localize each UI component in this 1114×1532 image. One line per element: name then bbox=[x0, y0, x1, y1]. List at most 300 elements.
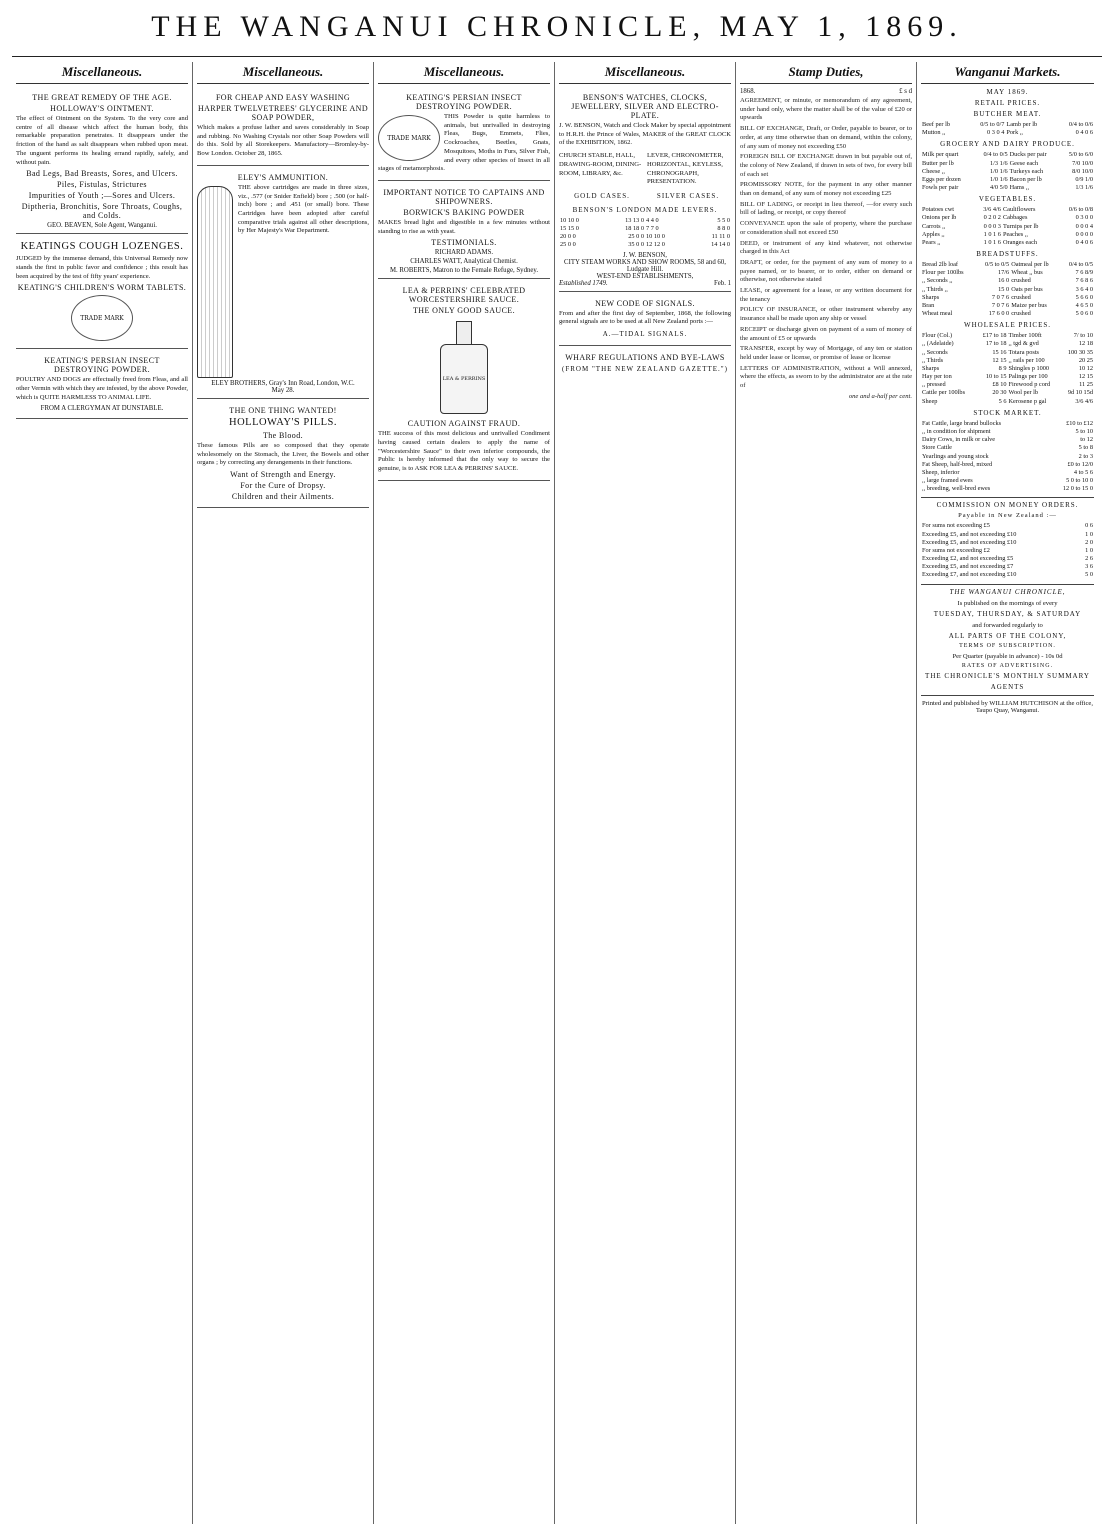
table-cell: Hay per ton bbox=[922, 373, 952, 381]
sauce-bottle-illustration bbox=[436, 321, 492, 413]
table-cell: Wool per lb bbox=[1008, 389, 1039, 397]
table-cell: 7 0 7 6 bbox=[991, 293, 1010, 301]
table-cell: For sums not exceeding £5 bbox=[922, 522, 990, 530]
table-row bbox=[921, 129, 1094, 137]
table-cell: 5 0 bbox=[1085, 571, 1093, 579]
table-cell: ,, Seconds bbox=[922, 348, 948, 356]
table-cell: 0 6 bbox=[1085, 522, 1093, 530]
table-cell: £10 to £12 bbox=[1066, 419, 1093, 427]
silver-cases-heading: SILVER CASES. bbox=[656, 191, 720, 200]
table-row bbox=[921, 277, 1094, 285]
butcher-heading: BUTCHER MEAT. bbox=[973, 110, 1042, 118]
table-cell: Wheat meal bbox=[922, 310, 953, 318]
ad-title: KEATINGS COUGH LOZENGES. bbox=[20, 241, 184, 253]
ad-signature: J. W. BENSON, bbox=[622, 251, 667, 259]
table-cell: 13 13 0 bbox=[625, 216, 644, 224]
ad-heading: CAUTION AGAINST FRAUD. bbox=[407, 419, 521, 429]
table-cell: to 12 bbox=[1080, 436, 1093, 444]
table-cell: Pork ,, bbox=[1006, 129, 1023, 137]
table-cell: Beef per lb bbox=[922, 121, 950, 128]
table-cell: 20 25 bbox=[1078, 356, 1093, 364]
ad-body: These famous Pills are so composed that they operate wholesomely on the Stomach, the Liver, the Bowels and other organs ; by correcting any derangements in their functions. bbox=[197, 441, 369, 467]
table-cell: 16 0 bbox=[998, 277, 1010, 285]
masthead-rule bbox=[12, 56, 1102, 57]
table-cell: Maize per bus bbox=[1011, 301, 1047, 309]
breadstuffs-prices-table bbox=[921, 261, 1094, 318]
table-cell: Sheep bbox=[922, 397, 938, 405]
table-row bbox=[921, 389, 1094, 397]
table-cell: 1/3 1/6 bbox=[989, 159, 1008, 167]
ad-heading: Diptheria, Bronchitis, Sore Throats, Coughs, and Colds. bbox=[21, 202, 183, 221]
table-cell: ,, in condition for shipment bbox=[922, 427, 991, 435]
lea-perrins-ad bbox=[378, 281, 550, 481]
table-cell: crushed bbox=[1011, 293, 1031, 301]
wharf-regulations-notice bbox=[559, 348, 731, 380]
table-cell: Oatmeal per lb bbox=[1011, 261, 1049, 269]
table-cell: 5/0 to 6/0 bbox=[1068, 151, 1093, 159]
table-cell: Yearlings and young stock bbox=[922, 452, 989, 460]
ad-date: Feb. 1 bbox=[714, 279, 731, 287]
table-row bbox=[921, 522, 1094, 530]
table-cell: 7 7 0 bbox=[646, 225, 659, 233]
market-date: MAY 1869. bbox=[986, 88, 1029, 96]
table-cell: Butter per lb bbox=[922, 159, 954, 167]
watch-types-list: LEVER, CHRONOMETER, HORIZONTAL, KEYLESS, CHRONOGRAPH, PRESENTATION. bbox=[647, 152, 724, 186]
table-cell: 4 6 5 0 bbox=[1075, 301, 1093, 309]
duty-receipt: RECEIPT or discharge given on payment of a sum of money of the amount of £5 or upwards bbox=[740, 325, 912, 342]
table-cell: 12 12 0 bbox=[646, 241, 665, 249]
table-cell: 1 0 1 6 bbox=[983, 230, 1001, 238]
table-cell: 0 0 0 3 bbox=[983, 222, 1001, 230]
summary-heading: THE CHRONICLE'S MONTHLY SUMMARY bbox=[925, 671, 1090, 680]
table-cell: 2 to 3 bbox=[1078, 452, 1093, 460]
commission-heading: COMMISSION ON MONEY ORDERS. bbox=[936, 501, 1079, 510]
table-cell: 4 to 5 6 bbox=[1073, 468, 1093, 476]
ad-title: KEATING'S PERSIAN INSECT DESTROYING POWDER. bbox=[44, 356, 160, 375]
table-row bbox=[921, 332, 1094, 340]
table-cell: 0 4 0 6 bbox=[1075, 238, 1093, 246]
ad-body: The effect of Ointment on the System. To the very core and centre of all disease which affect the human body, this remarkable preparation penetrates. It disappears under the friction of the hand as salt disappears when rubbed upon meat. The unguent performs its healing errand rapidly, safely, and without pain. bbox=[16, 115, 188, 166]
table-row bbox=[921, 214, 1094, 222]
table-row bbox=[921, 420, 1094, 428]
section-divider bbox=[921, 584, 1094, 585]
table-cell: crushed bbox=[1011, 277, 1031, 285]
table-cell: 5 to 10 bbox=[1075, 427, 1093, 435]
eley-ammunition-ad bbox=[197, 168, 369, 399]
ad-subtitle: KEATING'S CHILDREN'S WORM TABLETS. bbox=[17, 283, 187, 293]
table-row bbox=[921, 121, 1094, 129]
table-cell: £17 to 18 bbox=[982, 332, 1007, 340]
ad-subtitle: (FROM "THE NEW ZEALAND GAZETTE.") bbox=[562, 365, 728, 374]
table-row bbox=[921, 539, 1094, 547]
table-row bbox=[921, 184, 1094, 192]
table-cell: Exceeding £7, and not exceeding £10 bbox=[922, 571, 1017, 579]
table-cell: 7 0 7 6 bbox=[991, 301, 1010, 309]
cartridge-illustration bbox=[197, 186, 233, 378]
ad-signature: ELEY BROTHERS, Gray's Inn Road, London, W.C. bbox=[211, 379, 355, 387]
ad-heading: TESTIMONIALS. bbox=[431, 238, 497, 248]
harper-soap-powder-ad bbox=[197, 88, 369, 166]
table-row bbox=[921, 571, 1094, 579]
ad-heading: A.—TIDAL SIGNALS. bbox=[602, 330, 688, 339]
stock-market-heading: STOCK MARKET. bbox=[973, 408, 1042, 417]
table-cell: 0 0 0 0 bbox=[1075, 230, 1093, 238]
duty-rate: one and a-half per cent. bbox=[848, 392, 912, 400]
ad-date: May 28. bbox=[271, 386, 295, 394]
table-cell: Firewood p cord bbox=[1008, 381, 1051, 389]
table-row bbox=[921, 373, 1094, 381]
duty-agreement: AGREEMENT, or minute, or memorandum of any agreement, under hand only, where the matter shall be of the value of £20 or upwards bbox=[740, 97, 912, 122]
table-cell: Cheese ,, bbox=[922, 167, 945, 175]
duty-transfer: TRANSFER, except by way of Mortgage, of any ten or station held under lease or license, or promise of lease or license bbox=[740, 345, 912, 361]
table-cell: 15 16 bbox=[992, 348, 1007, 356]
table-row bbox=[921, 349, 1094, 357]
table-cell: Pears ,, bbox=[922, 238, 941, 246]
table-cell: 0/6 to 0/8 bbox=[1068, 206, 1093, 214]
table-cell: Carrots ,, bbox=[922, 222, 946, 230]
ad-signature: RICHARD ADAMS. bbox=[434, 249, 494, 257]
table-row bbox=[921, 555, 1094, 563]
ad-subtitle: HOLLOWAY'S OINTMENT. bbox=[50, 104, 154, 113]
duty-letters-administration: LETTERS OF ADMINISTRATION, without a Will annexed, where the effects, as sworn to by the administrator are at the rate of bbox=[740, 364, 912, 390]
table-cell: Turnips per lb bbox=[1002, 222, 1039, 230]
ad-subtitle: THE ONLY GOOD SAUCE. bbox=[412, 306, 515, 316]
table-row bbox=[921, 357, 1094, 365]
chronicle-heading: THE WANGANUI CHRONICLE, bbox=[949, 587, 1066, 596]
signals-notice bbox=[559, 294, 731, 346]
table-row bbox=[921, 223, 1094, 231]
table-cell: 0/5 to 0/7 bbox=[980, 121, 1005, 128]
ad-body: THE success of this most delicious and unrivalled Condiment having caused certain dealers to apply the name of "Worcestershire Sauce" to their own inferior compounds, the Public is hereby informed that the only way to secure the genuine, is to ASK FOR LEA & PERRINS' SAUCE. bbox=[378, 430, 550, 473]
table-cell: Cabbages bbox=[1002, 214, 1028, 222]
table-cell: 10 10 0 bbox=[646, 233, 665, 241]
ad-heading: The Blood. bbox=[263, 430, 303, 440]
ad-heading: For the Cure of Dropsy. bbox=[240, 480, 326, 490]
ad-signature: FROM A CLERGYMAN AT DUNSTABLE. bbox=[40, 404, 164, 412]
bottle-neck bbox=[456, 321, 472, 344]
table-cell: 20 0 0 bbox=[560, 233, 576, 241]
table-cell: 0 0 0 4 bbox=[1075, 222, 1093, 230]
ad-heading: Want of Strength and Energy. bbox=[230, 469, 336, 479]
ad-title: NEW CODE OF SIGNALS. bbox=[595, 298, 695, 308]
table-row bbox=[921, 477, 1094, 485]
duty-insurance: POLICY OF INSURANCE, or other instrument whereby any insurance shall be made upon any ship or vessel bbox=[740, 306, 912, 323]
table-cell: Exceeding £5, and not exceeding £10 bbox=[922, 538, 1017, 546]
table-cell: Exceeding £5, and not exceeding £7 bbox=[922, 563, 1014, 571]
table-row bbox=[921, 436, 1094, 444]
table-row bbox=[921, 444, 1094, 452]
table-cell: Flour (Col.) bbox=[922, 332, 953, 340]
ad-title: IMPORTANT NOTICE TO CAPTAINS AND SHIPOWNERS. bbox=[383, 187, 545, 206]
table-cell: 1 0 bbox=[1085, 530, 1093, 538]
column-3 bbox=[374, 62, 555, 1524]
table-cell: 0/4 to 0/5 bbox=[1068, 261, 1093, 269]
table-row bbox=[921, 547, 1094, 555]
table-cell: 17 to 18 bbox=[985, 340, 1007, 348]
ad-heading: Bad Legs, Bad Breasts, Sores, and Ulcers. bbox=[26, 169, 178, 179]
established-year: Established 1749. bbox=[559, 279, 608, 287]
table-row bbox=[921, 461, 1094, 469]
table-cell: 10 12 bbox=[1078, 364, 1093, 372]
ad-signature: M. ROBERTS, Matron to the Female Refuge, Sydney. bbox=[389, 267, 539, 275]
holloway-pills-ad bbox=[197, 401, 369, 508]
table-cell: 1 0 bbox=[1085, 546, 1093, 554]
table-cell: Totara posts bbox=[1008, 348, 1040, 356]
dairy-prices-table bbox=[921, 151, 1094, 192]
table-cell: 10 10 0 bbox=[560, 216, 579, 224]
ad-title: THE GREAT REMEDY OF THE AGE. bbox=[32, 93, 172, 102]
duty-bill-of-exchange: BILL OF EXCHANGE, Draft, or Order, payable to bearer, or to order, at any time otherwise than on demand, within the colony, of any sum of money not exceeding £50 bbox=[740, 125, 912, 150]
table-cell: 8 9 bbox=[998, 364, 1007, 372]
table-row bbox=[921, 302, 1094, 310]
table-row bbox=[921, 340, 1094, 348]
column-heading: Miscellaneous. bbox=[197, 62, 369, 84]
table-cell: 35 0 0 bbox=[628, 241, 644, 249]
benson-watches-ad bbox=[559, 88, 731, 292]
terms-heading: TERMS OF SUBSCRIPTION. bbox=[959, 642, 1056, 649]
column-heading: Stamp Duties, bbox=[740, 62, 912, 84]
table-cell: 1/0 1/6 bbox=[989, 175, 1008, 183]
table-cell: 5 6 bbox=[998, 397, 1007, 405]
table-cell: Cauliflowers bbox=[1002, 206, 1036, 214]
table-cell: 12 0 to 15 0 bbox=[1062, 485, 1093, 493]
table-cell: 1/0 1/6 bbox=[989, 167, 1008, 175]
section-divider bbox=[921, 695, 1094, 696]
case-headings bbox=[559, 189, 731, 203]
clock-types-list: CHURCH STABLE, HALL, DRAWING-ROOM, DINING-ROOM, LIBRARY, &c. bbox=[559, 152, 642, 177]
table-cell: Onions per lb bbox=[922, 214, 957, 222]
duty-conveyance: CONVEYANCE upon the sale of property, where the purchase or consideration shall not exceed £50 bbox=[740, 220, 912, 236]
table-cell: 20 30 bbox=[992, 389, 1007, 397]
watch-types bbox=[559, 150, 731, 189]
column-5 bbox=[736, 62, 917, 1524]
newspaper-title: THE WANGANUI CHRONICLE, MAY 1, 1869. bbox=[151, 10, 963, 43]
table-cell: ,, pressed bbox=[922, 381, 946, 389]
table-cell: Apples ,, bbox=[922, 230, 945, 238]
chronicle-text: and forwarded regularly to bbox=[972, 621, 1043, 629]
vegetable-prices-table bbox=[921, 206, 1094, 247]
wholesale-prices-table bbox=[921, 332, 1094, 406]
table-row bbox=[921, 563, 1094, 571]
table-cell: Lamb per lb bbox=[1006, 121, 1038, 128]
table-cell: Exceeding £2, and not exceeding £5 bbox=[922, 555, 1014, 563]
vegetables-heading: VEGETABLES. bbox=[978, 195, 1037, 204]
table-cell: 7 6 8 6 bbox=[1075, 277, 1093, 285]
table-cell: 3/6 4/6 bbox=[1075, 397, 1093, 405]
currency-columns: £ s d bbox=[899, 88, 912, 95]
table-row bbox=[921, 239, 1094, 247]
table-cell: ,, rails per 100 bbox=[1008, 356, 1045, 364]
table-row bbox=[921, 453, 1094, 461]
column-heading: Miscellaneous. bbox=[378, 62, 550, 84]
table-cell: 5 to 8 bbox=[1078, 444, 1093, 452]
table-cell: 17/6 bbox=[997, 269, 1010, 277]
duty-bill-of-lading: BILL OF LADING, or receipt in lieu thereof, —for every such bill of lading, or receipt, or copy thereof bbox=[740, 200, 912, 217]
table-cell: 10 to 15 bbox=[985, 373, 1007, 381]
table-cell: 1 0 1 6 bbox=[983, 238, 1001, 246]
table-row bbox=[921, 398, 1094, 406]
agents-heading: AGENTS bbox=[990, 682, 1025, 691]
table-cell: 4 4 0 bbox=[646, 216, 659, 224]
printer-imprint: Printed and published by WILLIAM HUTCHISON at the office, Taupo Quay, Wanganui. bbox=[922, 699, 1093, 714]
ad-subtitle: BORWICK'S BAKING POWDER bbox=[403, 207, 525, 217]
table-cell: ,, breeding, well-bred ewes bbox=[922, 485, 991, 493]
ad-heading: Impurities of Youth ;—Sores and Ulcers. bbox=[28, 191, 176, 201]
table-cell: Flour per 100lbs bbox=[922, 269, 964, 277]
table-cell: Wheat ,, bus bbox=[1011, 269, 1043, 277]
per-quarter-rate: Per Quarter (payable in advance) - 10s 0d bbox=[952, 652, 1063, 660]
keatings-lozenges-ad bbox=[16, 236, 188, 349]
table-row bbox=[921, 381, 1094, 389]
table-row bbox=[921, 294, 1094, 302]
table-row bbox=[559, 241, 731, 249]
table-cell: Store Cattle bbox=[922, 444, 952, 452]
table-cell: 0 3 0 4 bbox=[987, 129, 1005, 137]
table-cell: 0 4 0 6 bbox=[1075, 129, 1093, 137]
column-heading: Miscellaneous. bbox=[16, 62, 188, 84]
table-cell: 4/0 5/0 bbox=[989, 184, 1008, 192]
ad-body: J. W. BENSON, Watch and Clock Maker by special appointment to H.R.H. the Prince of Wales, MAKER of the GREAT CLOCK of the EXHIBITION, 1862. bbox=[559, 122, 731, 147]
table-row bbox=[921, 428, 1094, 436]
bottle-label: LEA & PERRINS bbox=[440, 344, 488, 414]
table-cell: 25 0 0 bbox=[628, 233, 644, 241]
table-cell: Timber 100ft bbox=[1008, 332, 1042, 340]
butcher-prices-table bbox=[921, 121, 1094, 137]
ad-address: CITY STEAM WORKS AND SHOW ROOMS, 58 and 60, Ludgate Hill. bbox=[564, 258, 726, 273]
ad-subtitle: HARPER TWELVETREES' GLYCERINE AND SOAP POWDER, bbox=[197, 104, 369, 122]
table-cell: Bacon per lb bbox=[1009, 175, 1042, 183]
holloway-ointment-ad bbox=[16, 88, 188, 234]
table-cell: 2 0 bbox=[1085, 538, 1093, 546]
table-cell: 17 6 0 0 bbox=[988, 310, 1010, 318]
duty-lease: LEASE, or agreement for a lease, or any written document for the tenancy bbox=[740, 287, 912, 303]
table-cell: 7/ to 10 bbox=[1073, 332, 1093, 340]
table-cell: Geese each bbox=[1009, 159, 1039, 167]
table-cell: Sheep, inferior bbox=[922, 468, 960, 476]
table-cell: 5 0 to 10 0 bbox=[1066, 477, 1093, 485]
ad-title: KEATING'S PERSIAN INSECT DESTROYING POWDER. bbox=[406, 93, 522, 111]
ad-body: MAKES bread light and digestible in a few minutes without standing to rise as with yeast. bbox=[378, 218, 550, 235]
table-row bbox=[921, 151, 1094, 159]
column-heading: Miscellaneous. bbox=[559, 62, 731, 84]
keatings-powder-ad bbox=[16, 351, 188, 418]
table-cell: 8/0 10/0 bbox=[1072, 167, 1093, 175]
keatings-insect-powder-ad bbox=[378, 88, 550, 181]
column-1 bbox=[12, 62, 193, 1524]
table-cell: For sums not exceeding £2 bbox=[922, 546, 990, 554]
table-cell: ,, Thirds bbox=[922, 356, 944, 364]
table-cell: 15 15 0 bbox=[560, 225, 579, 233]
table-cell: Oats per bus bbox=[1011, 285, 1043, 293]
table-row bbox=[921, 286, 1094, 294]
ad-body: POULTRY AND DOGS are effectually freed from Fleas, and all other Vermin with which they are infested, by the above Powder, which is QUITE HARMLESS TO ANIMAL LIFE. bbox=[16, 376, 188, 401]
stock-market-table bbox=[921, 420, 1094, 494]
table-cell: Ducks per pair bbox=[1009, 151, 1047, 159]
ad-title: BENSON'S WATCHES, CLOCKS, JEWELLERY, SILVER AND ELECTRO-PLATE. bbox=[571, 93, 719, 120]
table-cell: 5 5 0 bbox=[717, 216, 730, 224]
table-row bbox=[921, 485, 1094, 493]
table-cell: 0 2 0 2 bbox=[983, 214, 1001, 222]
column-2 bbox=[193, 62, 374, 1524]
column-4 bbox=[555, 62, 736, 1524]
west-end-heading: WEST-END ESTABLISHMENTS, bbox=[596, 272, 694, 280]
ad-title: THE ONE THING WANTED! bbox=[229, 405, 337, 415]
table-row bbox=[921, 261, 1094, 269]
table-cell: Shingles p 1000 bbox=[1008, 364, 1050, 372]
masthead bbox=[0, 0, 1114, 58]
table-cell: ,, large framed ewes bbox=[922, 477, 973, 485]
ad-subtitle: HOLLOWAY'S PILLS. bbox=[228, 416, 337, 428]
table-row bbox=[921, 176, 1094, 184]
table-cell: 2 6 bbox=[1085, 555, 1093, 563]
table-cell: Turkeys each bbox=[1009, 167, 1044, 175]
duty-draft: DRAFT, or order, for the payment of any sum of money to a payee named, or to bearer, or to order, either on demand or otherwise, not otherwise stated bbox=[740, 258, 912, 284]
table-cell: 0/4 to 0/6 bbox=[1068, 121, 1093, 128]
ad-heading: Piles, Fistulas, Strictures bbox=[57, 180, 147, 190]
table-cell: Dairy Cows, in milk or calve bbox=[922, 436, 996, 444]
table-cell: 11 25 bbox=[1079, 381, 1093, 389]
trade-mark-label: TRADE MARK bbox=[80, 314, 124, 322]
ad-body: THIS Powder is quite harmless to animals, but unrivalled in destroying Fleas, Bugs, Emmets, Flies, Cockroaches, Beetles, Gnats, Mosquitoes, Moths in Furs, Silver Fish, and every other species of Insect in all stages of metamorphosis. bbox=[378, 113, 550, 173]
commission-subheading: Payable in New Zealand :— bbox=[958, 512, 1057, 520]
table-cell: 9d 10 15d bbox=[1067, 389, 1093, 397]
table-cell: 12 15 bbox=[1078, 373, 1093, 381]
table-cell: Mutton ,, bbox=[922, 129, 946, 137]
table-cell: 3/6 4/6 bbox=[983, 206, 1001, 214]
wholesale-heading: WHOLESALE PRICES. bbox=[964, 321, 1051, 330]
table-cell: Milk per quart bbox=[922, 151, 959, 159]
table-cell: 15 0 bbox=[998, 285, 1010, 293]
table-cell: Kerosene p gal bbox=[1008, 397, 1047, 405]
table-cell: Sharps bbox=[922, 364, 940, 372]
chronicle-text: Is published on the mornings of every bbox=[957, 599, 1058, 607]
table-cell: 12 15 bbox=[992, 356, 1007, 364]
chronicle-parts: ALL PARTS OF THE COLONY, bbox=[948, 631, 1067, 640]
table-cell: Sharps bbox=[922, 293, 940, 301]
table-cell: Peaches ,, bbox=[1002, 230, 1028, 238]
page-columns bbox=[12, 62, 1102, 1524]
table-cell: 7 6 8/9 bbox=[1075, 269, 1093, 277]
trade-mark-label: TRADE MARK bbox=[387, 134, 431, 142]
table-cell: 0/9 1/0 bbox=[1075, 175, 1093, 183]
table-row bbox=[921, 160, 1094, 168]
table-cell: 3 6 bbox=[1085, 563, 1093, 571]
table-cell: Fat Cattle, large brand bullocks bbox=[922, 419, 1002, 427]
duty-deed: DEED, or instrument of any kind whatever, not otherwise charged in this Act bbox=[740, 239, 912, 256]
table-cell: ,, (Adelaide) bbox=[922, 340, 954, 348]
table-row bbox=[921, 469, 1094, 477]
ad-title: FOR CHEAP AND EASY WASHING bbox=[215, 93, 351, 102]
table-row bbox=[921, 365, 1094, 373]
rates-heading: RATES OF ADVERTISING. bbox=[961, 662, 1054, 669]
ad-title: ELEY'S AMMUNITION. bbox=[237, 172, 329, 182]
table-cell: 12 18 bbox=[1078, 340, 1093, 348]
table-row bbox=[559, 217, 731, 225]
table-cell: 14 14 0 bbox=[711, 241, 730, 249]
table-cell: 5 6 6 0 bbox=[1075, 293, 1093, 301]
column-heading: Wanganui Markets. bbox=[921, 62, 1094, 84]
gold-cases-heading: GOLD CASES. bbox=[574, 191, 630, 200]
trade-mark-emblem bbox=[378, 115, 440, 161]
table-cell: 8 8 0 bbox=[717, 225, 730, 233]
table-cell: 25 0 0 bbox=[560, 241, 576, 249]
table-cell: crushed bbox=[1011, 310, 1031, 318]
section-divider bbox=[921, 497, 1094, 498]
table-cell: Potatoes cwt bbox=[922, 206, 955, 214]
table-cell: 3 6 4 0 bbox=[1075, 285, 1093, 293]
table-cell: ,, Seconds ,, bbox=[922, 277, 953, 285]
established-line bbox=[559, 280, 731, 287]
